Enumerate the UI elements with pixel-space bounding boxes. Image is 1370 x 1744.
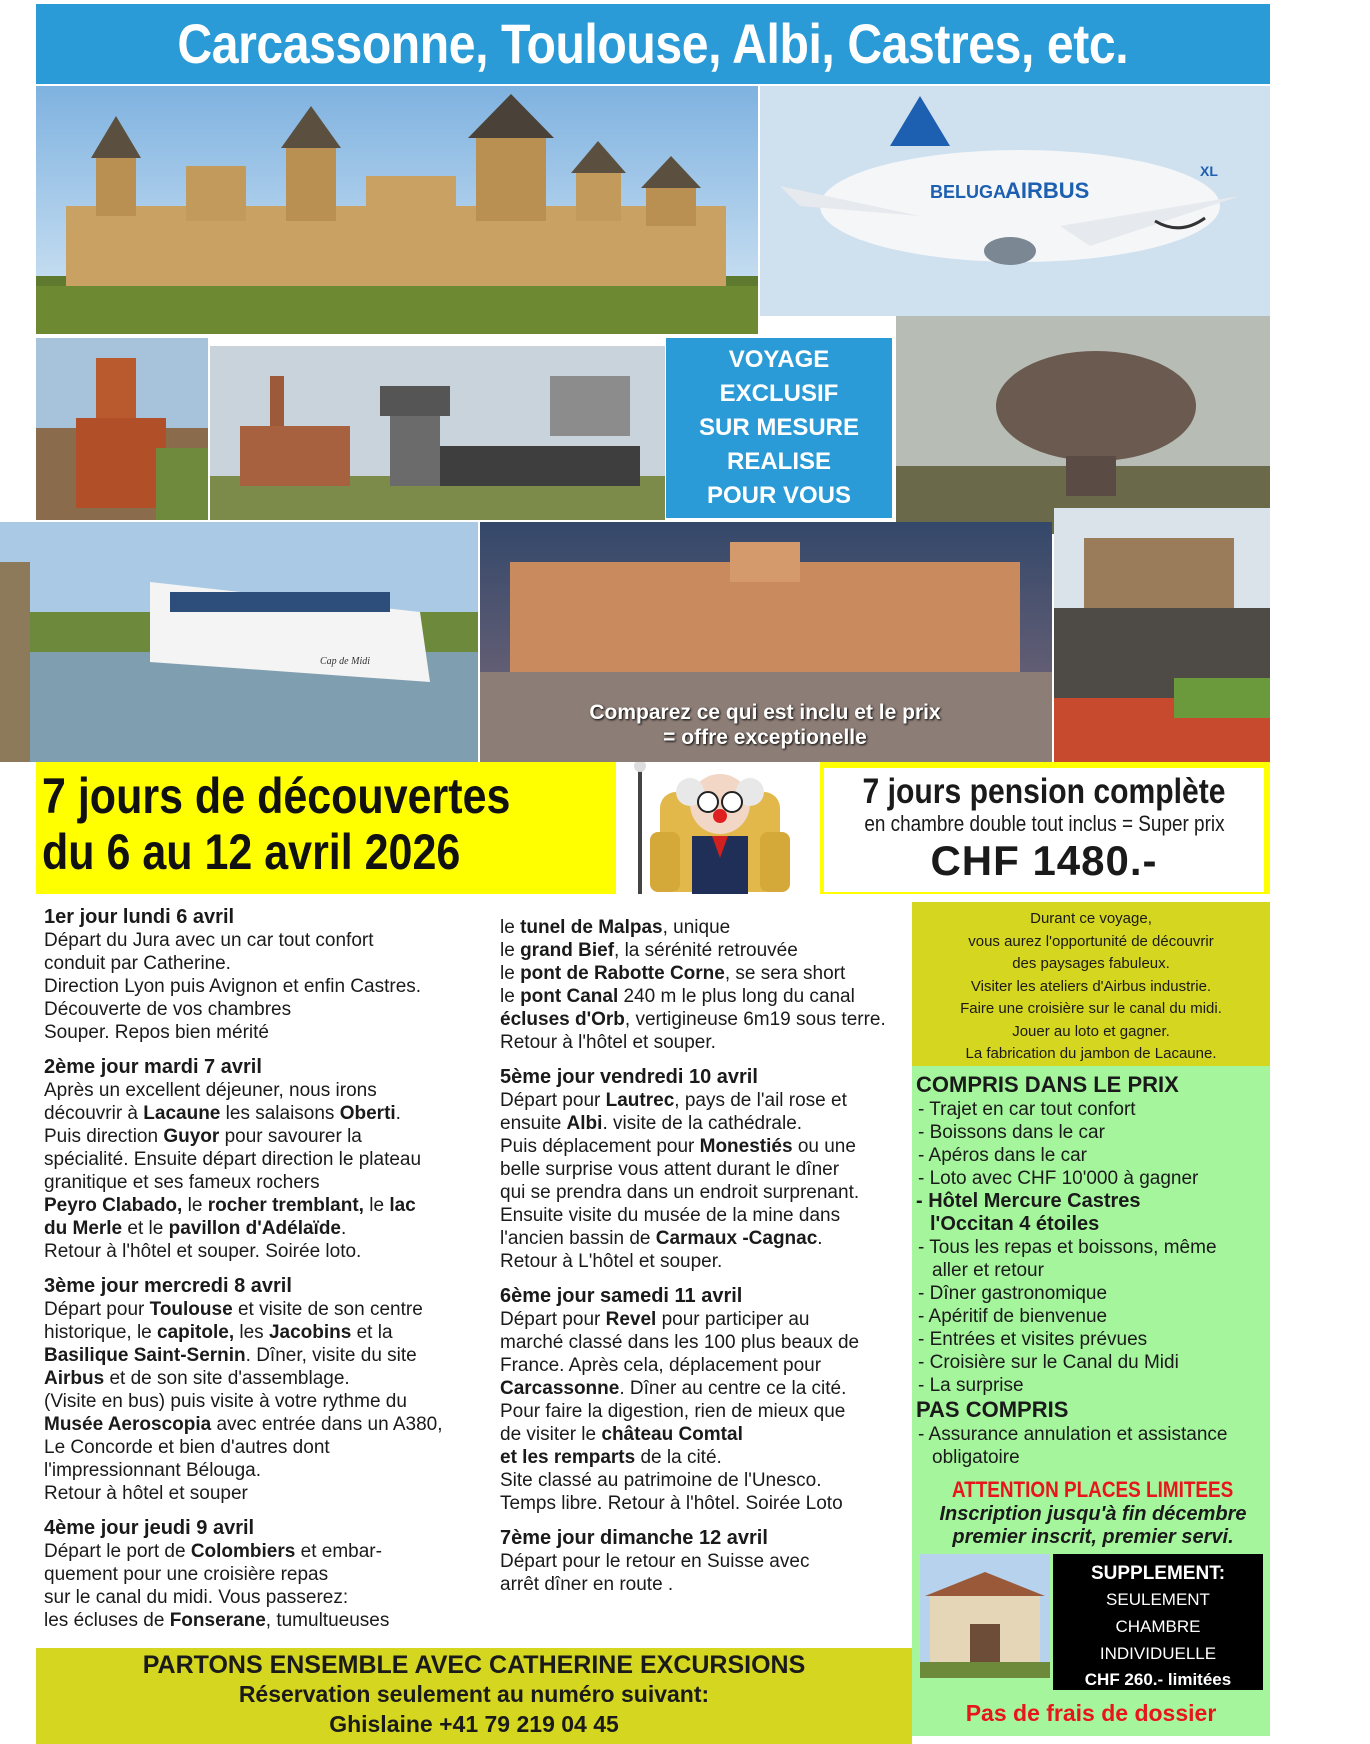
beluga-label: BELUGA (930, 182, 1006, 202)
day4-title: 4ème jour jeudi 9 avril (44, 1517, 255, 1539)
mascot-illustration (620, 762, 820, 894)
airbus-label: AIRBUS (1005, 178, 1090, 203)
itinerary-column-2 (500, 916, 920, 1596)
highlights-box (912, 902, 1270, 1066)
highlight-line: des paysages fabuleux. (1012, 955, 1170, 972)
day4-cont-line: le pont de Rabotte Corne, se sera short (500, 963, 846, 984)
day2-line: spécialité. Ensuite départ direction le plateau (44, 1149, 422, 1170)
included-item: - Tous les repas et boissons, même (918, 1237, 1217, 1258)
day2-line: Peyro Clabado, le rocher tremblant, le lac (44, 1195, 416, 1216)
day6-line: Temps libre. Retour à l'hôtel. Soirée Loto (500, 1493, 843, 1514)
included-item: - Entrées et visites prévues (918, 1329, 1148, 1350)
airbus-beluga-photo (760, 86, 1270, 316)
included-title: COMPRIS DANS LE PRIX (916, 1072, 1179, 1097)
mine-site-photo (210, 346, 665, 520)
day3-line: l'impressionnant Bélouga. (44, 1460, 261, 1481)
day4-cont-line: le tunel de Malpas, unique (500, 917, 731, 938)
included-item: - La surprise (918, 1375, 1024, 1396)
days-title-line-1: 7 jours de découvertes (42, 768, 511, 824)
day5-line: ensuite Albi. visite de la cathédrale. (500, 1113, 803, 1134)
day1-line: Direction Lyon puis Avignon et enfin Castres. (44, 976, 422, 997)
limited-places-warning: ATTENTION PLACES LIMITEES (952, 1477, 1234, 1502)
day2-line: du Merle et le pavillon d'Adélaïde. (44, 1218, 347, 1239)
day4-line: Départ le port de Colombiers et embar- (44, 1541, 382, 1562)
included-item: - Dîner gastronomique (918, 1283, 1108, 1304)
booking-box (36, 1648, 912, 1744)
day2-line: Retour à l'hôtel et souper. Soirée loto. (44, 1241, 362, 1262)
day4-cont-line: le grand Bief, la sérénité retrouvée (500, 940, 798, 961)
compare-offer-text (485, 700, 1045, 750)
day7-line: arrêt dîner en route . (500, 1574, 674, 1595)
day2-title: 2ème jour mardi 7 avril (44, 1056, 262, 1078)
boat-name-label: Cap de Midi (320, 656, 370, 667)
included-item: - Loto avec CHF 10'000 à gagner (918, 1168, 1199, 1189)
canal-boat-photo (0, 522, 478, 762)
day5-title: 5ème jour vendredi 10 avril (500, 1066, 758, 1088)
day2-line: Puis direction Guyor pour savourer la (44, 1126, 362, 1147)
day4-cont-line: Retour à l'hôtel et souper. (500, 1032, 716, 1053)
highlight-line: La fabrication du jambon de Lacaune. (965, 1045, 1217, 1062)
day3-line: Le Concorde et bien d'autres dont (44, 1437, 330, 1458)
day6-title: 6ème jour samedi 11 avril (500, 1285, 743, 1307)
supplement-box (1053, 1554, 1263, 1690)
day4-line: quement pour une croisière repas (44, 1564, 329, 1585)
registration-note: Inscription jusqu'à fin décembre premier inscrit, premier servi. (939, 1503, 1247, 1548)
day6-line: marché classé dans les 100 plus beaux de (500, 1332, 860, 1353)
highlight-line: Faire une croisière sur le canal du midi. (960, 1000, 1222, 1017)
voyage-line: POUR VOUS (706, 482, 852, 509)
day3-line: Airbus et de son site d'assemblage. (44, 1368, 350, 1389)
voyage-line: SUR MESURE (698, 414, 860, 441)
day1-line: Découverte de vos chambres (44, 999, 292, 1020)
day6-line: de visiter le château Comtal (500, 1424, 743, 1445)
day3-line: (Visite en bus) puis visite à votre rythme du (44, 1391, 407, 1412)
day6-line: et les remparts de la cité. (500, 1447, 722, 1468)
supplement-line: CHAMBRE (1115, 1617, 1201, 1636)
page-title: Carcassonne, Toulouse, Albi, Castres, etc. (36, 4, 1270, 84)
day5-line: Départ pour Lautrec, pays de l'ail rose et (500, 1090, 847, 1111)
booking-headline: PARTONS ENSEMBLE AVEC CATHERINE EXCURSIONS (142, 1651, 806, 1679)
included-item: - Boissons dans le car (918, 1122, 1105, 1143)
albi-cathedral-photo (36, 338, 208, 520)
carcassonne-photo (36, 86, 758, 334)
day6-line: Carcassonne. Dîner au centre ce la cité. (500, 1378, 847, 1399)
day5-line: belle surprise vous attent durant le dîner (500, 1159, 840, 1180)
voyage-line: REALISE (726, 448, 831, 475)
day6-line: France. Après cela, déplacement pour (500, 1355, 822, 1376)
day3-line: Retour à hôtel et souper (44, 1483, 248, 1504)
day7-line: Départ pour le retour en Suisse avec (500, 1551, 810, 1572)
day5-line: l'ancien bassin de Carmaux -Cagnac. (500, 1228, 823, 1249)
highlight-line: Durant ce voyage, (1030, 910, 1152, 927)
highlight-line: Jouer au loto et gagner. (1012, 1022, 1170, 1040)
day4-cont-line: écluses d'Orb, vertigineuse 6m19 sous terre. (500, 1009, 886, 1030)
not-included-item: - Assurance annulation et assistance (918, 1424, 1228, 1445)
included-item: - Apéros dans le car (918, 1145, 1087, 1166)
day6-line: Site classé au patrimoine de l'Unesco. (500, 1470, 822, 1491)
days-title-line-2: du 6 au 12 avril 2026 (42, 824, 461, 880)
day2-line: Après un excellent déjeuner, nous irons (44, 1080, 377, 1101)
booking-phone: Ghislaine +41 79 219 04 45 (329, 1711, 619, 1737)
trip-dates-title (42, 768, 632, 880)
day5-line: Retour à L'hôtel et souper. (500, 1251, 723, 1272)
supplement-price: CHF 260.- limitées (1084, 1670, 1232, 1689)
day1-line: conduit par Catherine. (44, 953, 231, 974)
included-hotel: - Hôtel Mercure Castres (916, 1190, 1141, 1212)
included-item: - Croisière sur le Canal du Midi (918, 1352, 1179, 1373)
price-box (824, 768, 1264, 892)
day5-line: qui se prendra dans un endroit surprenant. (500, 1182, 860, 1203)
day1-line: Départ du Jura avec un car tout confort (44, 930, 374, 951)
included-item: aller et retour (932, 1260, 1044, 1281)
xl-label: XL (1200, 163, 1218, 179)
price-subtext: en chambre double tout inclus = Super prix (863, 811, 1225, 836)
revel-market-photo (1054, 508, 1270, 762)
day1-title: 1er jour lundi 6 avril (44, 906, 235, 928)
day4-cont-line: le pont Canal 240 m le plus long du canal (500, 986, 855, 1007)
day6-line: Pour faire la digestion, rien de mieux que (500, 1401, 846, 1422)
day5-line: Puis déplacement pour Monestiés ou une (500, 1136, 856, 1157)
day3-title: 3ème jour mercredi 8 avril (44, 1275, 292, 1297)
highlight-line: Visiter les ateliers d'Airbus industrie. (970, 977, 1212, 995)
supplement-line: INDIVIDUELLE (1099, 1644, 1217, 1663)
not-included-item: obligatoire (932, 1447, 1020, 1468)
not-included-title: PAS COMPRIS (916, 1397, 1069, 1422)
itinerary-column-1 (44, 906, 474, 1632)
price-heading: 7 jours pension complète (862, 772, 1226, 811)
price-amount: CHF 1480.- (930, 837, 1158, 884)
supplement-title: SUPPLEMENT: (1090, 1563, 1226, 1584)
day4-line: les écluses de Fonserane, tumultueuses (44, 1610, 390, 1631)
voyage-exclusif-box (666, 338, 892, 518)
compare-line-1: Comparez ce qui est inclu et le prix (589, 701, 941, 724)
day3-line: Départ pour Toulouse et visite de son centre (44, 1299, 423, 1320)
day3-line: Basilique Saint-Sernin. Dîner, visite du site (44, 1345, 417, 1366)
day2-line: granitique et ses fameux rochers (44, 1172, 320, 1193)
no-fees-notice: Pas de frais de dossier (965, 1700, 1217, 1726)
highlight-line: vous aurez l'opportunité de découvrir (968, 932, 1214, 950)
trembling-rock-photo (896, 316, 1270, 534)
day1-line: Souper. Repos bien mérité (44, 1022, 269, 1043)
voyage-line: VOYAGE (728, 346, 830, 373)
hotel-photo (920, 1554, 1050, 1678)
booking-instruction: Réservation seulement au numéro suivant: (238, 1681, 710, 1707)
included-item: - Trajet en car tout confort (918, 1099, 1136, 1120)
day4-line: sur le canal du midi. Vous passerez: (44, 1587, 349, 1608)
day3-line: historique, le capitole, les Jacobins et la (44, 1322, 393, 1343)
supplement-line: SEULEMENT (1106, 1590, 1210, 1609)
included-item: - Apéritif de bienvenue (918, 1306, 1108, 1327)
compare-line-2: = offre exceptionelle (663, 726, 867, 749)
voyage-line: EXCLUSIF (719, 380, 839, 407)
day3-line: Musée Aeroscopia avec entrée dans un A380, (44, 1414, 443, 1435)
day2-line: découvrir à Lacaune les salaisons Oberti. (44, 1103, 401, 1124)
day6-line: Départ pour Revel pour participer au (500, 1309, 810, 1330)
day7-title: 7ème jour dimanche 12 avril (500, 1527, 768, 1549)
included-hotel-stars: l'Occitan 4 étoiles (930, 1213, 1100, 1235)
day5-line: Ensuite visite du musée de la mine dans (500, 1205, 841, 1226)
